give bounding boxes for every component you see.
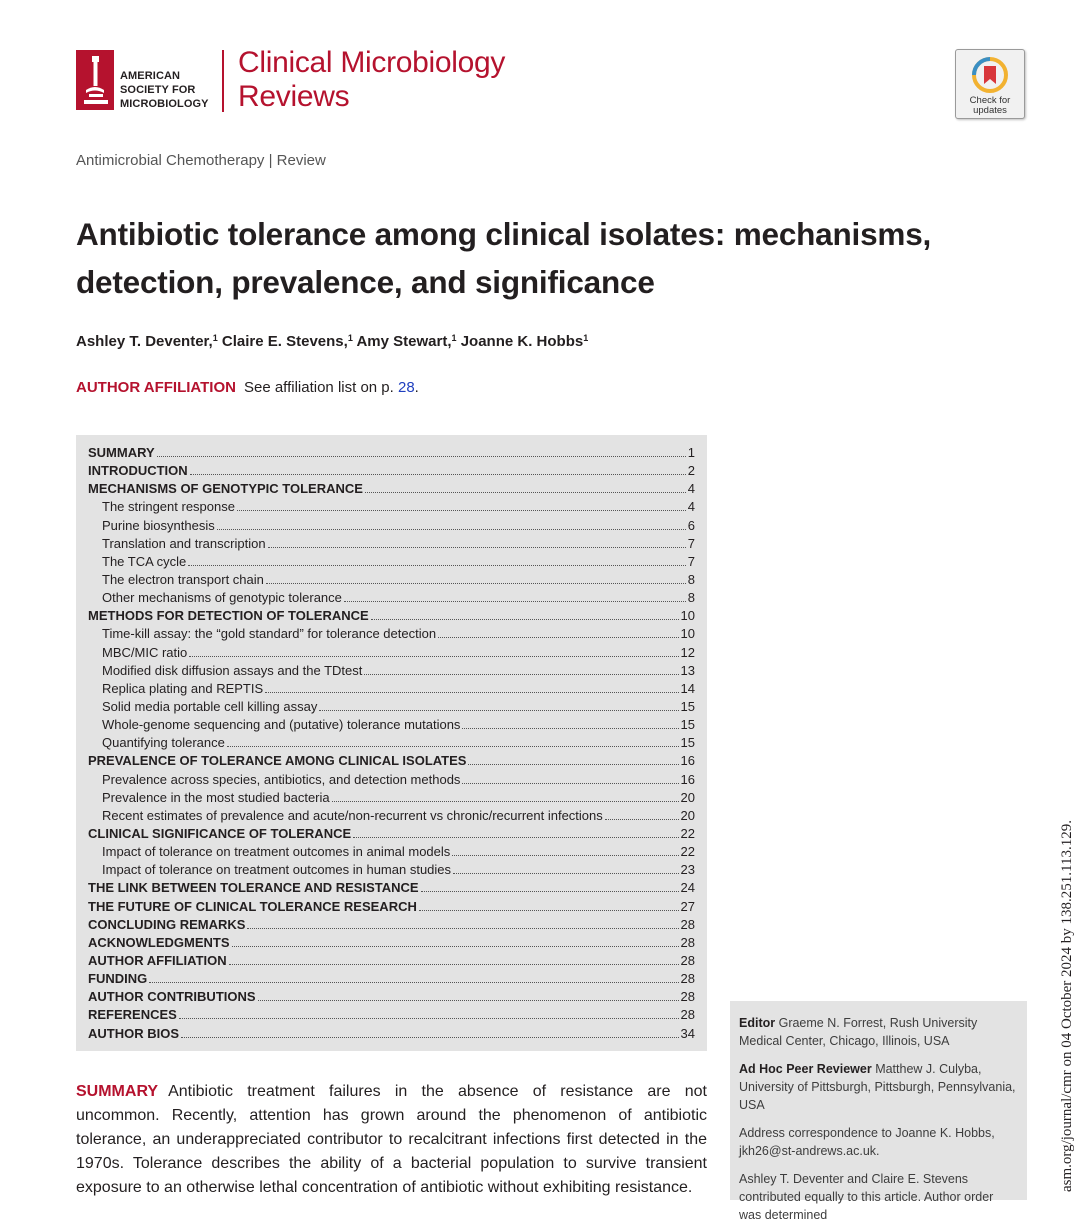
toc-entry-title: Replica plating and REPTIS xyxy=(102,680,264,696)
toc-entry-title: INTRODUCTION xyxy=(88,463,188,479)
affiliation-end: . xyxy=(414,379,419,396)
toc-entry[interactable] xyxy=(88,805,695,823)
toc-entry[interactable] xyxy=(88,478,695,496)
toc-entry-page: 7 xyxy=(687,535,695,551)
check-updates-line: updates xyxy=(973,105,1007,116)
toc-entry-title: Solid media portable cell killing assay xyxy=(102,698,318,714)
journal-title-line: Reviews xyxy=(238,80,350,113)
toc-entry-page: 22 xyxy=(680,844,695,860)
toc-entry[interactable] xyxy=(88,605,695,623)
toc-leader-dots xyxy=(453,859,679,874)
reviewer-label: Ad Hoc Peer Reviewer xyxy=(739,1062,872,1076)
toc-leader-dots xyxy=(229,950,679,965)
toc-entry[interactable] xyxy=(88,678,695,696)
toc-leader-dots xyxy=(319,696,678,711)
toc-leader-dots xyxy=(438,623,678,638)
toc-entry-page: 8 xyxy=(687,571,695,587)
toc-entry-title: Quantifying tolerance xyxy=(102,735,225,751)
author-affiliation-marker: 1 xyxy=(583,333,589,343)
toc-entry[interactable] xyxy=(88,877,695,895)
toc-leader-dots xyxy=(353,823,678,838)
editor-info xyxy=(739,1014,1017,1050)
toc-entry[interactable] xyxy=(88,623,695,641)
toc-leader-dots xyxy=(232,932,679,947)
toc-entry[interactable] xyxy=(88,515,695,533)
toc-entry-page: 28 xyxy=(680,989,695,1005)
toc-entry-title: SUMMARY xyxy=(88,445,155,460)
toc-entry-title: Prevalence across species, antibiotics, and detection methods xyxy=(102,771,461,787)
toc-entry-title: Impact of tolerance on treatment outcomes in human studies xyxy=(102,862,452,878)
toc-entry[interactable] xyxy=(88,642,695,660)
toc-entry-title: The stringent response xyxy=(102,499,235,515)
editor-text: Graeme N. Forrest, Rush University Medical Center, Chicago, Illinois, USA xyxy=(739,1016,978,1048)
affiliation-label: AUTHOR AFFILIATION xyxy=(76,379,236,396)
toc-entry-page: 15 xyxy=(680,735,695,751)
author-affiliation-marker: 1 xyxy=(347,333,353,343)
toc-entry[interactable] xyxy=(88,732,695,750)
reviewer-info xyxy=(739,1060,1017,1114)
toc-entry[interactable] xyxy=(88,859,695,877)
toc-entry[interactable] xyxy=(88,986,695,1004)
toc-leader-dots xyxy=(181,1023,679,1038)
toc-leader-dots xyxy=(452,841,678,856)
download-note: asm.org/journal/cmr on 04 October 2024 by 138.251.113.129. xyxy=(1059,820,1075,1193)
toc-entry-page: 20 xyxy=(680,789,695,805)
toc-entry-title: The TCA cycle xyxy=(102,553,187,569)
toc-leader-dots xyxy=(419,896,679,911)
toc-leader-dots xyxy=(462,769,678,784)
toc-entry[interactable] xyxy=(88,896,695,914)
toc-entry-page: 24 xyxy=(680,880,695,896)
toc-entry-title: CONCLUDING REMARKS xyxy=(88,916,246,932)
publisher-line: MICROBIOLOGY xyxy=(120,98,209,110)
toc-leader-dots xyxy=(265,678,678,693)
toc-entry-title: MBC/MIC ratio xyxy=(102,644,188,660)
toc-entry-title: MECHANISMS OF GENOTYPIC TOLERANCE xyxy=(88,481,363,497)
toc-entry-page: 6 xyxy=(687,517,695,533)
journal-title-line: Clinical Microbiology xyxy=(238,46,506,79)
toc-entry[interactable] xyxy=(88,660,695,678)
summary-label: SUMMARY xyxy=(76,1083,159,1100)
toc-entry[interactable] xyxy=(88,914,695,932)
author-name: Claire E. Stevens, xyxy=(221,333,348,350)
toc-leader-dots xyxy=(371,605,679,620)
check-updates-line: Check for xyxy=(969,95,1011,106)
toc-leader-dots xyxy=(258,986,679,1001)
toc-entry[interactable] xyxy=(88,787,695,805)
author-list xyxy=(76,333,588,350)
journal-title xyxy=(238,46,505,114)
author-affiliation-marker: 1 xyxy=(451,333,457,343)
toc-entry-page: 20 xyxy=(680,807,695,823)
toc-entry-page: 12 xyxy=(680,644,695,660)
article-title-line: detection, prevalence, and significance xyxy=(76,264,655,300)
toc-entry-title: Modified disk diffusion assays and the TDtest xyxy=(102,662,363,678)
toc-entry[interactable] xyxy=(88,533,695,551)
toc-leader-dots xyxy=(421,877,679,892)
logo-divider xyxy=(222,50,224,112)
toc-entry[interactable] xyxy=(88,1004,695,1022)
toc-entry[interactable] xyxy=(88,587,695,605)
toc-entry-page: 10 xyxy=(680,608,695,624)
toc-entry[interactable] xyxy=(88,460,695,478)
toc-entry-title: Purine biosynthesis xyxy=(102,517,215,533)
toc-leader-dots xyxy=(605,805,679,820)
toc-entry-page: 28 xyxy=(680,971,695,987)
toc-entry[interactable] xyxy=(88,551,695,569)
toc-entry-title: The electron transport chain xyxy=(102,571,264,587)
toc-leader-dots xyxy=(462,714,678,729)
table-of-contents xyxy=(76,435,707,1051)
publisher-line: AMERICAN xyxy=(120,70,181,82)
author-affiliation xyxy=(76,379,419,396)
toc-entry-title: CLINICAL SIGNIFICANCE OF TOLERANCE xyxy=(88,825,352,841)
toc-entry[interactable] xyxy=(88,496,695,514)
toc-leader-dots xyxy=(365,478,686,493)
toc-entry-page: 15 xyxy=(680,717,695,733)
toc-entry[interactable] xyxy=(88,950,695,968)
toc-entry-page: 22 xyxy=(680,825,695,841)
author-name: Joanne K. Hobbs xyxy=(460,333,584,350)
toc-entry[interactable] xyxy=(88,714,695,732)
toc-entry[interactable] xyxy=(88,841,695,859)
editor-label: Editor xyxy=(739,1016,776,1030)
affiliation-text: See affiliation list on p. xyxy=(243,379,394,396)
toc-leader-dots xyxy=(179,1004,679,1019)
toc-leader-dots xyxy=(190,460,686,475)
toc-entry[interactable] xyxy=(88,750,695,768)
toc-entry-page: 10 xyxy=(680,626,695,642)
correspondence-info: Address correspondence to Joanne K. Hobbs, jkh26@st-andrews.ac.uk. xyxy=(739,1126,995,1158)
toc-leader-dots xyxy=(149,968,678,983)
toc-entry-page: 14 xyxy=(680,680,695,696)
toc-entry-page: 8 xyxy=(687,590,695,606)
toc-leader-dots xyxy=(332,787,679,802)
toc-entry-page: 28 xyxy=(680,1007,695,1023)
toc-leader-dots xyxy=(468,750,678,765)
toc-entry-page: 27 xyxy=(680,898,695,914)
article-title-line: Antibiotic tolerance among clinical isolates: mechanisms, xyxy=(76,216,932,252)
toc-entry-title: AUTHOR BIOS xyxy=(88,1025,179,1041)
toc-entry-title: FUNDING xyxy=(88,971,148,987)
toc-entry-page: 1 xyxy=(687,445,695,460)
publisher-name xyxy=(120,69,230,111)
toc-entry[interactable] xyxy=(88,1023,695,1041)
toc-entry-page: 28 xyxy=(680,934,695,950)
toc-leader-dots xyxy=(227,732,679,747)
toc-entry-title: Impact of tolerance on treatment outcomes in animal models xyxy=(102,844,451,860)
toc-entry-title: THE FUTURE OF CLINICAL TOLERANCE RESEARCH xyxy=(88,898,417,914)
toc-leader-dots xyxy=(188,551,685,566)
toc-entry-page: 4 xyxy=(687,499,695,515)
toc-entry-page: 16 xyxy=(680,771,695,787)
toc-entry-page: 23 xyxy=(680,862,695,878)
toc-entry-title: AUTHOR CONTRIBUTIONS xyxy=(88,989,256,1005)
toc-entry-title: Time-kill assay: the “gold standard” for tolerance detection xyxy=(102,626,437,642)
toc-leader-dots xyxy=(237,496,686,511)
toc-entry[interactable] xyxy=(88,932,695,950)
toc-leader-dots xyxy=(268,533,686,548)
toc-entry-page: 13 xyxy=(680,662,695,678)
toc-entry-title: Other mechanisms of genotypic tolerance xyxy=(102,590,342,606)
toc-entry[interactable] xyxy=(88,696,695,714)
toc-list xyxy=(76,435,707,1041)
summary-text: Antibiotic treatment failures in the absence of resistance are not uncommon. Recently, attention has grown around the phenomenon of antibiotic tolerance, an underappreciated contributor to recalcitrant infections first detected in the 1970s. Tolerance describes the ability of a bacterial population to survive transient exposure to an otherwise lethal concentration of antibiotic without exhibiting resistance. xyxy=(76,1083,707,1196)
toc-entry-title: THE LINK BETWEEN TOLERANCE AND RESISTANCE xyxy=(88,880,419,896)
article-info-sidebar xyxy=(730,1001,1027,1222)
toc-entry-page: 34 xyxy=(680,1025,695,1041)
toc-entry-page: 4 xyxy=(687,481,695,497)
toc-entry-page: 2 xyxy=(687,463,695,479)
check-for-updates-button[interactable] xyxy=(955,49,1025,119)
toc-entry-page: 15 xyxy=(680,698,695,714)
toc-entry[interactable] xyxy=(88,968,695,986)
toc-entry-page: 7 xyxy=(687,553,695,569)
asm-logo-icon xyxy=(76,50,114,110)
author-affiliation-marker: 1 xyxy=(212,333,218,343)
contribution-info: Ashley T. Deventer and Claire E. Stevens contributed equally to this article. Author order was determined xyxy=(739,1172,994,1222)
toc-entry-page: 16 xyxy=(680,753,695,769)
toc-entry-title: Recent estimates of prevalence and acute/non-recurrent vs chronic/recurrent infections xyxy=(102,807,603,823)
toc-entry-title: AUTHOR AFFILIATION xyxy=(88,952,227,968)
toc-entry-title: Prevalence in the most studied bacteria xyxy=(102,789,330,805)
article-category: Antimicrobial Chemotherapy | Review xyxy=(76,152,326,169)
toc-entry-title: METHODS FOR DETECTION OF TOLERANCE xyxy=(88,608,369,624)
toc-leader-dots xyxy=(344,587,686,602)
toc-leader-dots xyxy=(189,642,678,657)
toc-entry-title: Translation and transcription xyxy=(102,535,266,551)
abstract-summary xyxy=(76,1080,707,1200)
toc-entry[interactable] xyxy=(88,823,695,841)
author-name: Amy Stewart, xyxy=(356,333,452,350)
toc-leader-dots xyxy=(266,569,686,584)
toc-entry[interactable] xyxy=(88,442,695,460)
toc-entry-title: REFERENCES xyxy=(88,1007,177,1023)
affiliation-page-link[interactable]: 28 xyxy=(397,379,415,396)
toc-leader-dots xyxy=(217,515,686,530)
toc-entry-title: Whole-genome sequencing and (putative) tolerance mutations xyxy=(102,717,461,733)
author-name: Ashley T. Deventer, xyxy=(76,333,213,350)
toc-leader-dots xyxy=(364,660,678,675)
publisher-line: SOCIETY FOR xyxy=(120,84,196,96)
check-updates-icon xyxy=(970,55,1010,95)
toc-entry-title: PREVALENCE OF TOLERANCE AMONG CLINICAL ISOLATES xyxy=(88,753,467,769)
toc-entry[interactable] xyxy=(88,769,695,787)
toc-leader-dots xyxy=(247,914,678,929)
toc-entry-title: ACKNOWLEDGMENTS xyxy=(88,934,230,950)
article-title xyxy=(76,210,976,306)
toc-entry-page: 28 xyxy=(680,952,695,968)
toc-leader-dots xyxy=(157,442,686,457)
reviewer-text: Matthew J. Culyba, University of Pittsburgh, Pittsburgh, Pennsylvania, USA xyxy=(739,1062,1016,1112)
toc-entry-page: 28 xyxy=(680,916,695,932)
toc-entry[interactable] xyxy=(88,569,695,587)
